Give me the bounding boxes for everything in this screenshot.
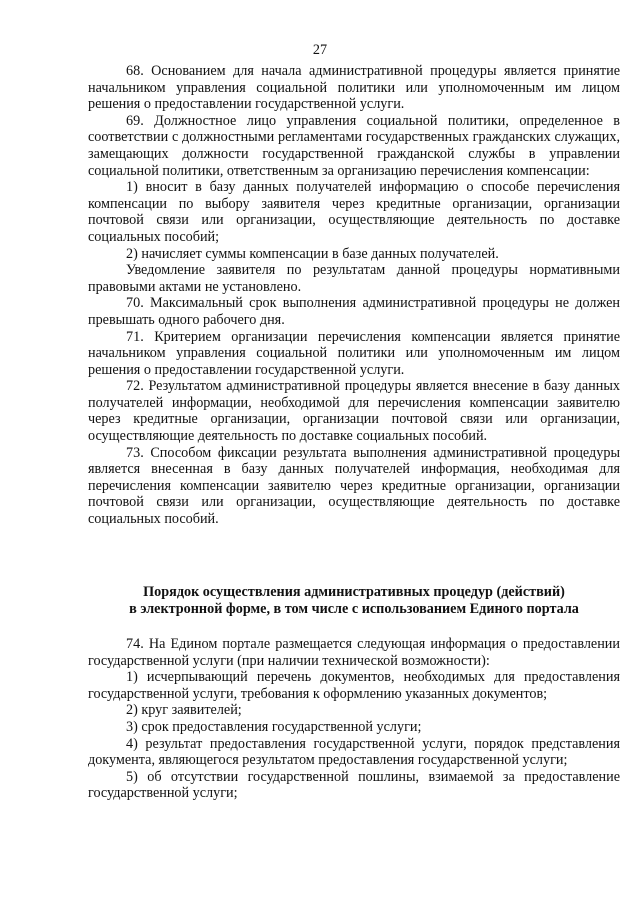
paragraph-74-item-4: 4) результат предоставления государственной услуги, порядок представления документа, являющегося результатом предоставления государственной услуги; (88, 735, 620, 769)
electronic-form-text-block (88, 636, 620, 802)
paragraph-74-item-3: 3) срок предоставления государственной услуги; (126, 718, 422, 735)
paragraph-73: 73. Способом фиксации результата выполнения административной процедуры является внесенная в базу данных получателей информация, необходимая для перечисления компенсации заявителю через кредитные организации, организации почтовой связи или организации, осуществляющие деятельность по доставке социальных пособий. (88, 444, 620, 528)
paragraph-70: 70. Максимальный срок выполнения административной процедуры не должен превышать одного рабочего дня. (88, 295, 620, 328)
paragraph-74-item-5: 5) об отсутствии государственной пошлины, взимаемой за предоставление государственной услуги; (88, 768, 620, 802)
paragraph-74-item-2: 2) круг заявителей; (126, 702, 242, 719)
paragraph-74: 74. На Едином портале размещается следующая информация о предоставлении государственной услуги (при наличии технической возможности): (88, 636, 620, 669)
paragraph-72: 72. Результатом административной процедуры является внесение в базу данных получателей информации, необходимой для перечисления компенсации заявителю через кредитные организации, организации почтовой связи или организации, осуществляющие деятельность по доставке социальных пособий. (88, 378, 620, 445)
procedure-text-block (88, 63, 620, 528)
page-number: 27 (312, 42, 328, 58)
paragraph-notification: Уведомление заявителя по результатам данной процедуры нормативными правовыми актами не установлено. (88, 262, 620, 295)
paragraph-74-item-1: 1) исчерпывающий перечень документов, необходимых для предоставления государственной услуги, требования к оформлению указанных документов; (88, 669, 620, 702)
paragraph-71: 71. Критерием организации перечисления компенсации является принятие начальником управления социальной политики или уполномоченным им лицом решения о предоставлении государственной услуги. (88, 328, 620, 378)
paragraph-69: 69. Должностное лицо управления социальной политики, определенное в соответствии с должностными регламентами государственных гражданских служащих, замещающих должности государственной гражданской службы в управлении социальной политики, ответственным за организацию перечисления компенсации: (88, 112, 620, 179)
paragraph-69-item-2: 2) начисляет суммы компенсации в базе данных получателей. (126, 245, 499, 262)
paragraph-69-item-1: 1) вносит в базу данных получателей информацию о способе перечисления компенсации по выбору заявителя через кредитные организации, организации почтовой связи или организации, осуществляющие деятельность по доставке социальных пособий; (88, 179, 620, 245)
paragraph-68: 68. Основанием для начала административной процедуры является принятие начальником управления социальной политики или уполномоченным им лицом решения о предоставлении государственной услуги. (88, 63, 620, 113)
section-heading-line-1: Порядок осуществления административных процедур (действий) (143, 584, 565, 600)
section-heading-line-2: в электронной форме, в том числе с использованием Единого портала (129, 601, 579, 617)
